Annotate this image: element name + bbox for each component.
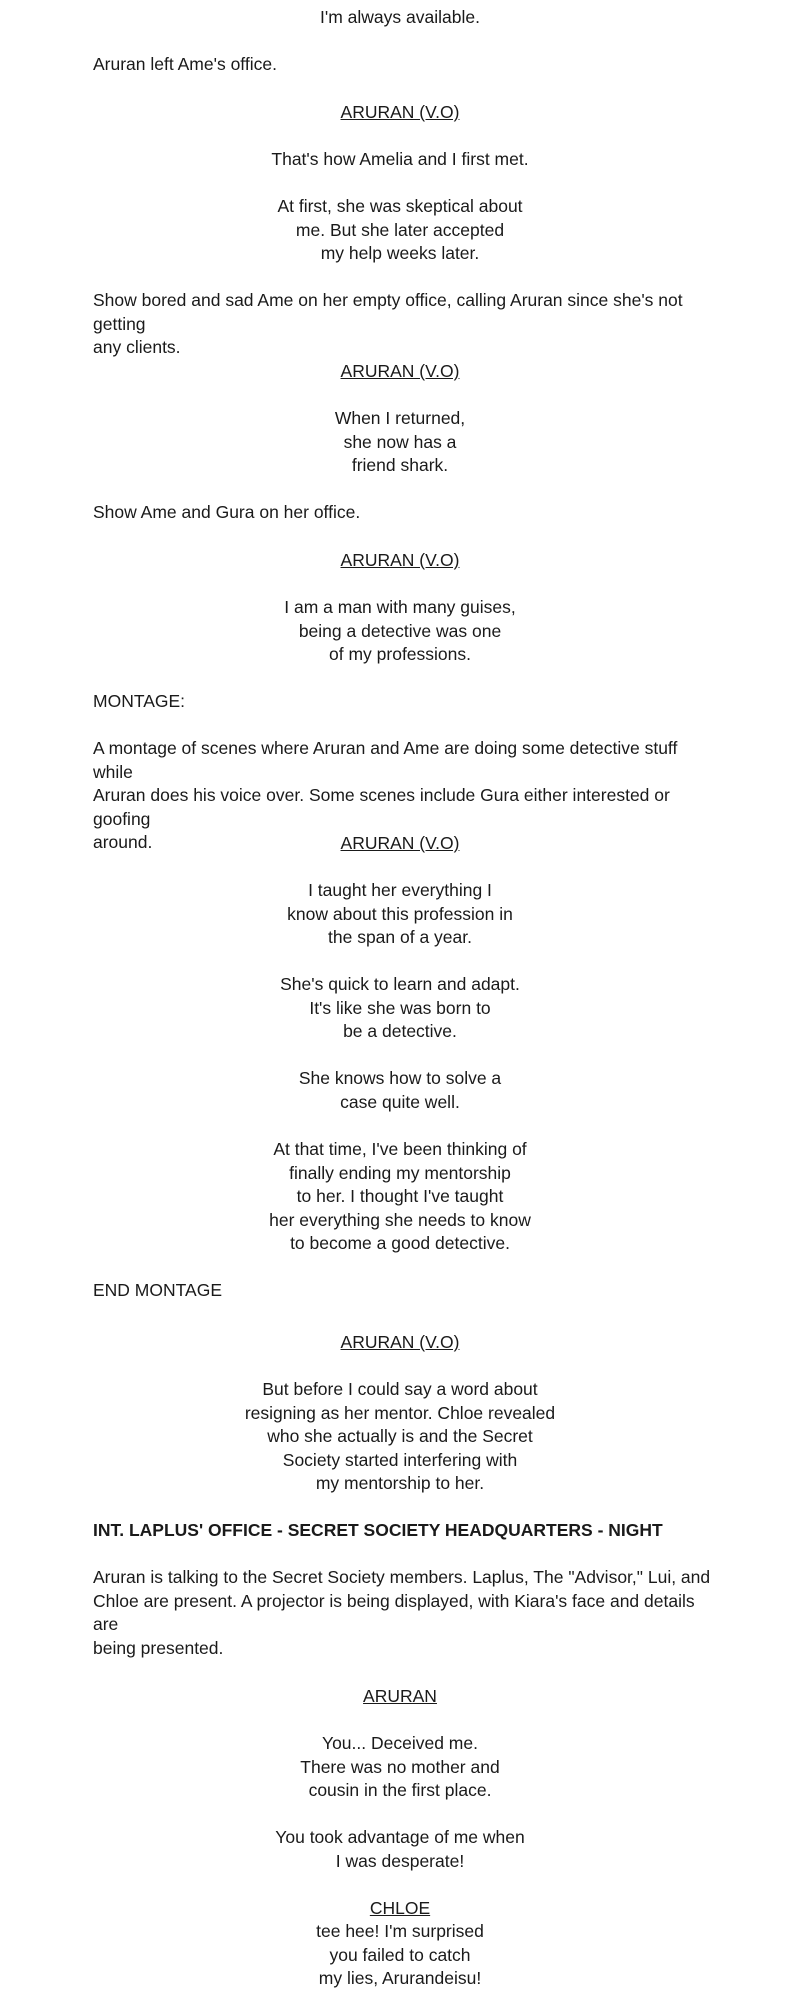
character-name: ARURAN (V.O)	[340, 361, 460, 381]
character-name: ARURAN (V.O)	[340, 1332, 460, 1352]
dialogue-line: I'm always available.	[320, 7, 480, 27]
action-line: Show bored and sad Ame on her empty office, calling Aruran since she's not getting any clients.	[93, 290, 683, 357]
dialogue-line: I taught her everything I know about this profession in the span of a year.	[287, 880, 513, 947]
character-name: ARURAN (V.O)	[340, 833, 460, 853]
action-line: Aruran left Ame's office.	[93, 54, 277, 74]
dialogue-line: tee hee! I'm surprised you failed to catch my lies, Arurandeisu!	[316, 1921, 484, 1988]
action-line: END MONTAGE	[93, 1280, 222, 1300]
dialogue-line: I am a man with many guises, being a detective was one of my professions.	[284, 597, 516, 664]
dialogue-line: That's how Amelia and I first met.	[271, 149, 529, 169]
action-line: Show Ame and Gura on her office.	[93, 502, 361, 522]
character-name: CHLOE	[369, 1898, 431, 1918]
action-line: A montage of scenes where Aruran and Ame are doing some detective stuff while Aruran does his voice over. Some scenes include Gura either interested or goofing around.	[93, 738, 678, 852]
character-name: ARURAN	[363, 1686, 437, 1706]
dialogue-line: She knows how to solve a case quite well.	[298, 1068, 502, 1112]
action-line: Aruran is talking to the Secret Society members. Laplus, The "Advisor," Lui, and Chloe are present. A projector is being displayed, with Kiara's face and details are being presented.	[93, 1567, 711, 1658]
dialogue-line: She's quick to learn and adapt. It's like she was born to be a detective.	[280, 974, 520, 1041]
character-name: ARURAN (V.O)	[340, 550, 460, 570]
action-line: MONTAGE:	[93, 691, 186, 711]
dialogue-line: But before I could say a word about resigning as her mentor. Chloe revealed who she actually is and the Secret Society started interfering with my mentorship to her.	[244, 1379, 556, 1493]
dialogue-line: You... Deceived me. There was no mother and cousin in the first place.	[300, 1733, 500, 1800]
dialogue-line: When I returned, she now has a friend shark.	[334, 408, 466, 475]
dialogue-line: At first, she was skeptical about me. But she later accepted my help weeks later.	[277, 196, 523, 263]
character-name: ARURAN (V.O)	[340, 102, 460, 122]
scene-heading: INT. LAPLUS' OFFICE - SECRET SOCIETY HEADQUARTERS - NIGHT	[93, 1520, 663, 1540]
dialogue-line: At that time, I've been thinking of finally ending my mentorship to her. I thought I've taught her everything she needs to know to become a good detective.	[269, 1139, 531, 1253]
dialogue-line: You took advantage of me when I was desperate!	[275, 1827, 525, 1871]
